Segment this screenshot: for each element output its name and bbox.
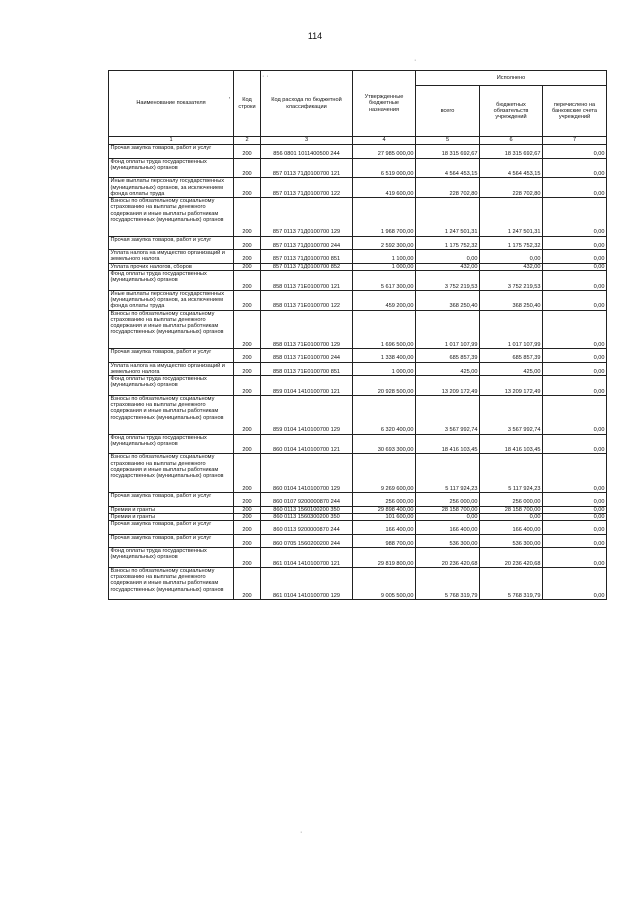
row-indicator-name: Прочая закупка товаров, работ и услуг <box>109 521 234 535</box>
row-executed-budget: 1 017 107,99 <box>480 310 543 349</box>
row-approved-amount: 256 000,00 <box>353 492 416 506</box>
row-line-code: 200 <box>234 567 261 599</box>
row-executed-bank: 0,00 <box>543 198 607 237</box>
row-executed-total: 4 564 453,15 <box>416 158 480 178</box>
table-row <box>109 434 607 454</box>
row-executed-bank: 0,00 <box>543 270 607 290</box>
row-expense-code: 858 0113 71Е0100700 122 <box>261 290 353 310</box>
row-executed-bank: 0,00 <box>543 548 607 568</box>
row-approved-amount: 27 985 000,00 <box>353 145 416 159</box>
row-expense-code: 860 0113 1560300200 350 <box>261 513 353 520</box>
row-executed-budget: 536 300,00 <box>480 534 543 548</box>
row-approved-amount: 1 000,00 <box>353 263 416 270</box>
row-approved-amount: 1 968 700,00 <box>353 198 416 237</box>
row-executed-total: 13 209 172,49 <box>416 376 480 396</box>
row-executed-total: 425,00 <box>416 362 480 376</box>
row-indicator-name: Взносы по обязательному социальному страхованию на выплаты денежного содержания и иные выплаты работникам государственных (муниципальных) органов <box>109 198 234 237</box>
row-executed-bank: 0,00 <box>543 178 607 198</box>
row-executed-budget: 18 416 103,45 <box>480 434 543 454</box>
row-executed-budget: 3 567 992,74 <box>480 395 543 434</box>
table-row <box>109 310 607 349</box>
table-row <box>109 263 607 270</box>
row-line-code: 200 <box>234 198 261 237</box>
table-row <box>109 250 607 264</box>
row-line-code: 200 <box>234 506 261 513</box>
row-executed-budget: 5 768 319,79 <box>480 567 543 599</box>
row-expense-code: 857 0113 71Д0100700 244 <box>261 236 353 250</box>
row-executed-bank: 0,00 <box>543 513 607 520</box>
row-line-code: 200 <box>234 534 261 548</box>
row-executed-budget: 1 175 752,32 <box>480 236 543 250</box>
row-executed-total: 368 250,40 <box>416 290 480 310</box>
table-row <box>109 198 607 237</box>
row-line-code: 200 <box>234 236 261 250</box>
row-indicator-name: Взносы по обязательному социальному страхованию на выплаты денежного содержания и иные выплаты работникам государственных (муниципальных) органов <box>109 310 234 349</box>
row-indicator-name: Фонд оплаты труда государственных (муниципальных) органов <box>109 548 234 568</box>
table-row <box>109 236 607 250</box>
row-indicator-name: Прочая закупка товаров, работ и услуг <box>109 145 234 159</box>
header-budget-obligations: бюджетных обязательств учреждений <box>480 86 543 137</box>
budget-execution-table <box>108 70 607 600</box>
row-expense-code: 859 0104 1410100700 129 <box>261 395 353 434</box>
row-approved-amount: 6 320 400,00 <box>353 395 416 434</box>
row-executed-budget: 3 752 219,53 <box>480 270 543 290</box>
column-number: 7 <box>543 137 607 145</box>
row-executed-budget: 368 250,40 <box>480 290 543 310</box>
row-executed-total: 685 857,39 <box>416 349 480 363</box>
row-executed-bank: 0,00 <box>543 310 607 349</box>
header-approved-appropriations: Утвержденные бюджетные назначения <box>353 71 416 137</box>
row-executed-bank: 0,00 <box>543 395 607 434</box>
row-indicator-name: Премии и гранты <box>109 506 234 513</box>
row-approved-amount: 1 000,00 <box>353 362 416 376</box>
row-approved-amount: 1 696 500,00 <box>353 310 416 349</box>
table-row <box>109 158 607 178</box>
column-number-row <box>109 137 607 145</box>
row-expense-code: 857 0113 71Д0100700 129 <box>261 198 353 237</box>
row-indicator-name: Взносы по обязательному социальному страхованию на выплаты денежного содержания и иные выплаты работникам государственных (муниципальных) органов <box>109 454 234 493</box>
row-executed-budget: 425,00 <box>480 362 543 376</box>
row-expense-code: 857 0113 71Д0100700 851 <box>261 250 353 264</box>
row-approved-amount: 2 592 300,00 <box>353 236 416 250</box>
row-approved-amount: 20 928 500,00 <box>353 376 416 396</box>
scan-speck: ' <box>229 97 231 104</box>
row-line-code: 200 <box>234 290 261 310</box>
row-executed-total: 536 300,00 <box>416 534 480 548</box>
row-approved-amount: 29 898 400,00 <box>353 506 416 513</box>
row-indicator-name: Прочая закупка товаров, работ и услуг <box>109 534 234 548</box>
row-line-code: 200 <box>234 376 261 396</box>
header-total: всего <box>416 86 480 137</box>
row-executed-bank: 0,00 <box>543 250 607 264</box>
row-line-code: 200 <box>234 521 261 535</box>
column-number: 1 <box>109 137 234 145</box>
row-executed-bank: 0,00 <box>543 158 607 178</box>
row-executed-budget: 18 315 692,67 <box>480 145 543 159</box>
row-executed-budget: 28 158 700,00 <box>480 506 543 513</box>
header-executed: Исполнено <box>416 71 607 86</box>
row-executed-bank: 0,00 <box>543 362 607 376</box>
column-number: 4 <box>353 137 416 145</box>
table-row <box>109 145 607 159</box>
row-indicator-name: Иные выплаты персоналу государственных (муниципальных) органов, за исключением фонда оплаты труда <box>109 290 234 310</box>
row-indicator-name: Прочая закупка товаров, работ и услуг <box>109 492 234 506</box>
row-line-code: 200 <box>234 513 261 520</box>
table-row <box>109 178 607 198</box>
row-executed-budget: 13 209 172,49 <box>480 376 543 396</box>
row-line-code: 200 <box>234 349 261 363</box>
row-executed-budget: 166 400,00 <box>480 521 543 535</box>
column-number: 2 <box>234 137 261 145</box>
row-line-code: 200 <box>234 362 261 376</box>
row-executed-bank: 0,00 <box>543 567 607 599</box>
row-executed-total: 166 400,00 <box>416 521 480 535</box>
row-line-code: 200 <box>234 434 261 454</box>
row-indicator-name: Уплата прочих налогов, сборов <box>109 263 234 270</box>
row-indicator-name: Фонд оплаты труда государственных (муниципальных) органов <box>109 434 234 454</box>
table-row <box>109 534 607 548</box>
column-number: 5 <box>416 137 480 145</box>
table-row <box>109 506 607 513</box>
row-indicator-name: Взносы по обязательному социальному страхованию на выплаты денежного содержания и иные выплаты работникам государственных (муниципальных) органов <box>109 567 234 599</box>
table-row <box>109 270 607 290</box>
row-approved-amount: 166 400,00 <box>353 521 416 535</box>
scan-speck: · · <box>262 73 269 80</box>
row-approved-amount: 6 519 000,00 <box>353 158 416 178</box>
row-approved-amount: 101 600,00 <box>353 513 416 520</box>
header-bank-transfer: перечислено на банковские счета учреждений <box>543 86 607 137</box>
row-expense-code: 861 0104 1410100700 121 <box>261 548 353 568</box>
row-approved-amount: 1 338 400,00 <box>353 349 416 363</box>
table-row <box>109 492 607 506</box>
header-indicator-name: Наименование показателя <box>109 71 234 137</box>
row-expense-code: 860 0107 9200000870 244 <box>261 492 353 506</box>
row-indicator-name: Прочая закупка товаров, работ и услуг <box>109 236 234 250</box>
row-line-code: 200 <box>234 158 261 178</box>
row-executed-total: 1 017 107,99 <box>416 310 480 349</box>
row-executed-bank: 0,00 <box>543 506 607 513</box>
row-expense-code: 858 0113 71Е0100700 121 <box>261 270 353 290</box>
table-row <box>109 567 607 599</box>
table-row <box>109 548 607 568</box>
row-expense-code: 860 0104 1410100700 129 <box>261 454 353 493</box>
table-row <box>109 376 607 396</box>
row-line-code: 200 <box>234 492 261 506</box>
row-executed-bank: 0,00 <box>543 521 607 535</box>
row-expense-code: 858 0113 71Е0100700 851 <box>261 362 353 376</box>
row-executed-total: 5 117 924,23 <box>416 454 480 493</box>
column-number: 3 <box>261 137 353 145</box>
row-expense-code: 860 0113 1560100200 350 <box>261 506 353 513</box>
row-approved-amount: 459 200,00 <box>353 290 416 310</box>
row-line-code: 200 <box>234 310 261 349</box>
scan-speck: · <box>300 829 303 836</box>
row-executed-total: 0,00 <box>416 513 480 520</box>
table-row <box>109 362 607 376</box>
row-indicator-name: Фонд оплаты труда государственных (муниципальных) органов <box>109 158 234 178</box>
row-executed-bank: 0,00 <box>543 263 607 270</box>
column-number: 6 <box>480 137 543 145</box>
row-executed-total: 0,00 <box>416 250 480 264</box>
row-line-code: 200 <box>234 270 261 290</box>
row-executed-bank: 0,00 <box>543 434 607 454</box>
row-indicator-name: Уплата налога на имущество организаций и земельного налога <box>109 362 234 376</box>
row-approved-amount: 988 700,00 <box>353 534 416 548</box>
row-executed-total: 1 247 501,31 <box>416 198 480 237</box>
row-approved-amount: 9 269 600,00 <box>353 454 416 493</box>
budget-table-container <box>108 70 606 600</box>
row-line-code: 200 <box>234 263 261 270</box>
row-expense-code: 859 0104 1410100700 121 <box>261 376 353 396</box>
row-approved-amount: 419 600,00 <box>353 178 416 198</box>
row-executed-bank: 0,00 <box>543 454 607 493</box>
table-row <box>109 513 607 520</box>
row-executed-bank: 0,00 <box>543 376 607 396</box>
row-indicator-name: Взносы по обязательному социальному страхованию на выплаты денежного содержания и иные выплаты работникам государственных (муниципальных) органов <box>109 395 234 434</box>
row-indicator-name: Премии и гранты <box>109 513 234 520</box>
row-executed-total: 3 567 992,74 <box>416 395 480 434</box>
row-approved-amount: 9 005 500,00 <box>353 567 416 599</box>
page-number: 114 <box>307 31 323 41</box>
table-row <box>109 290 607 310</box>
row-indicator-name: Иные выплаты персоналу государственных (муниципальных) органов, за исключением фонда оплаты труда <box>109 178 234 198</box>
row-executed-budget: 0,00 <box>480 513 543 520</box>
row-executed-budget: 0,00 <box>480 250 543 264</box>
row-executed-total: 3 752 219,53 <box>416 270 480 290</box>
row-expense-code: 860 0113 9200000870 244 <box>261 521 353 535</box>
row-executed-bank: 0,00 <box>543 349 607 363</box>
row-expense-code: 860 0705 1560200200 244 <box>261 534 353 548</box>
table-row <box>109 395 607 434</box>
row-executed-total: 18 315 692,67 <box>416 145 480 159</box>
row-line-code: 200 <box>234 548 261 568</box>
table-row <box>109 521 607 535</box>
row-executed-budget: 228 702,80 <box>480 178 543 198</box>
row-approved-amount: 1 100,00 <box>353 250 416 264</box>
row-executed-bank: 0,00 <box>543 534 607 548</box>
row-expense-code: 857 0113 71Д0100700 852 <box>261 263 353 270</box>
row-executed-budget: 256 000,00 <box>480 492 543 506</box>
row-executed-bank: 0,00 <box>543 145 607 159</box>
row-approved-amount: 29 819 800,00 <box>353 548 416 568</box>
row-executed-budget: 432,00 <box>480 263 543 270</box>
row-line-code: 200 <box>234 250 261 264</box>
row-executed-total: 256 000,00 <box>416 492 480 506</box>
row-indicator-name: Прочая закупка товаров, работ и услуг <box>109 349 234 363</box>
table-row <box>109 349 607 363</box>
row-executed-bank: 0,00 <box>543 290 607 310</box>
row-line-code: 200 <box>234 454 261 493</box>
row-line-code: 200 <box>234 395 261 434</box>
row-executed-budget: 4 564 453,15 <box>480 158 543 178</box>
row-indicator-name: Уплата налога на имущество организаций и земельного налога <box>109 250 234 264</box>
row-indicator-name: Фонд оплаты труда государственных (муниципальных) органов <box>109 376 234 396</box>
row-executed-total: 20 236 420,68 <box>416 548 480 568</box>
row-expense-code: 858 0113 71Е0100700 129 <box>261 310 353 349</box>
row-expense-code: 860 0104 1410100700 121 <box>261 434 353 454</box>
row-executed-total: 228 702,80 <box>416 178 480 198</box>
row-executed-budget: 685 857,39 <box>480 349 543 363</box>
row-executed-total: 5 768 319,79 <box>416 567 480 599</box>
table-row <box>109 454 607 493</box>
row-executed-bank: 0,00 <box>543 236 607 250</box>
row-line-code: 200 <box>234 178 261 198</box>
row-expense-code: 856 0801 1011400500 244 <box>261 145 353 159</box>
row-approved-amount: 5 617 300,00 <box>353 270 416 290</box>
row-expense-code: 861 0104 1410100700 129 <box>261 567 353 599</box>
row-expense-code: 857 0113 71Д0100700 121 <box>261 158 353 178</box>
row-expense-code: 857 0113 71Д0100700 122 <box>261 178 353 198</box>
row-line-code: 200 <box>234 145 261 159</box>
row-executed-total: 18 416 103,45 <box>416 434 480 454</box>
row-indicator-name: Фонд оплаты труда государственных (муниципальных) органов <box>109 270 234 290</box>
row-executed-total: 1 175 752,32 <box>416 236 480 250</box>
row-executed-budget: 20 236 420,68 <box>480 548 543 568</box>
header-line-code: Код строки <box>234 71 261 137</box>
row-executed-total: 432,00 <box>416 263 480 270</box>
row-approved-amount: 30 693 300,00 <box>353 434 416 454</box>
row-executed-budget: 1 247 501,31 <box>480 198 543 237</box>
row-executed-bank: 0,00 <box>543 492 607 506</box>
table-body <box>109 145 607 600</box>
header-expense-code: Код расхода по бюджетной классификации <box>261 71 353 137</box>
row-expense-code: 858 0113 71Е0100700 244 <box>261 349 353 363</box>
scan-speck: · <box>414 57 417 64</box>
row-executed-total: 28 158 700,00 <box>416 506 480 513</box>
row-executed-budget: 5 117 924,23 <box>480 454 543 493</box>
